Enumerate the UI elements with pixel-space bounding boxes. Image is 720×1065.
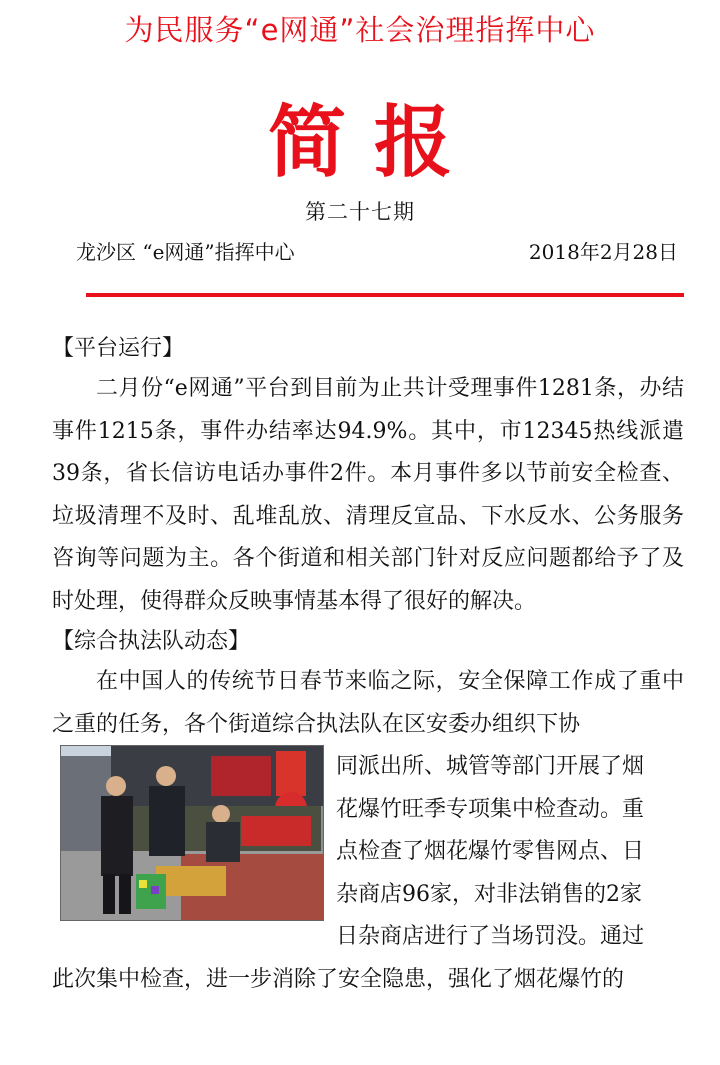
wrapped-line: 日杂商店进行了当场罚没。通过 [336, 924, 645, 949]
wrapped-line: 点检查了烟花爆竹零售网点、日 [336, 839, 645, 864]
bulletin-body [52, 330, 684, 1001]
section-law-enforcement [52, 623, 684, 1001]
section-paragraph: 二月份“e网通”平台到目前为止共计受理事件1281条，办结事件1215条，事件办结率达94.9%。其中，市12345热线派遣39条，省长信访电话办事件2件。本月事件多以节前安全检查、垃圾清理不及时、乱堆乱放、清理反宣品、下水反水、公务服务咨询等问题为主。各个街道和相关部门针对反应问题都给予了及时处理，使得群众反映事情基本得了很好的解决。 [52, 376, 684, 614]
publisher: 龙沙区 “e网通”指挥中心 [76, 240, 295, 264]
section-platform [52, 330, 684, 623]
section-heading: 【综合执法队动态】 [52, 629, 251, 654]
org-title: 为民服务“e网通”社会治理指挥中心 [124, 13, 596, 47]
section-heading: 【平台运行】 [52, 336, 185, 361]
wrapped-line: 花爆竹旺季专项集中检查动。重 [336, 796, 645, 822]
inspection-photo [60, 745, 324, 921]
wrapped-line: 杂商店96家，对非法销售的2家 [336, 881, 642, 907]
red-divider [86, 293, 684, 297]
section-paragraph-intro: 在中国人的传统节日春节来临之际，安全保障工作成了重中之重的任务，各个街道综合执法队在区安委办组织下协 [52, 669, 684, 737]
issue-number: 第二十七期 [305, 200, 415, 224]
section-paragraph-tail: 此次集中检查，进一步消除了安全隐患，强化了烟花爆竹的 [52, 966, 625, 992]
publish-date: 2018年2月28日 [528, 240, 678, 264]
wrapped-line: 同派出所、城管等部门开展了烟 [336, 754, 645, 779]
document-type-title: 简报 [267, 98, 480, 188]
wrapped-text-block [336, 746, 684, 959]
